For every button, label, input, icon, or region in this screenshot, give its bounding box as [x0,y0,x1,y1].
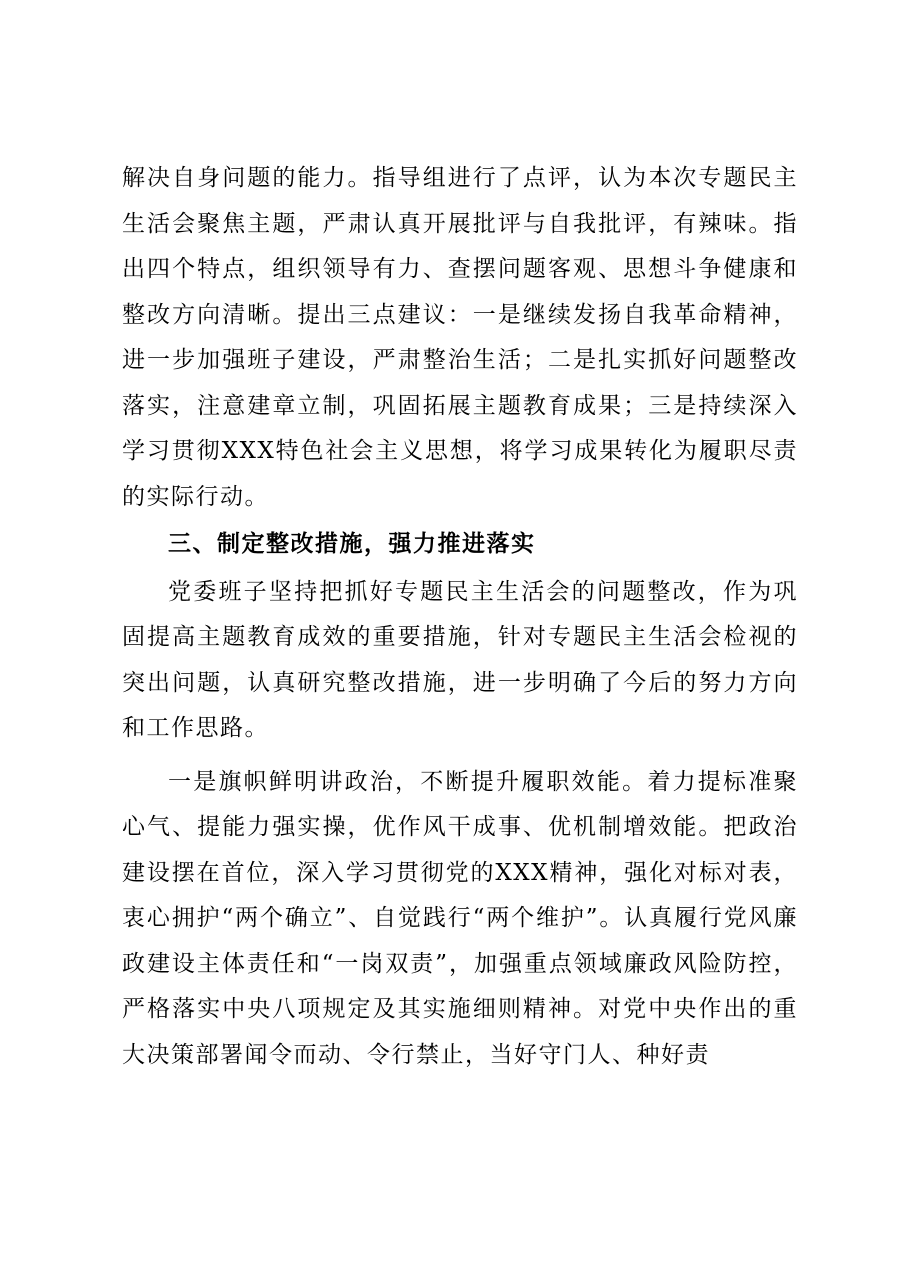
paragraph-politics: 一是旗帜鲜明讲政治，不断提升履职效能。着力提标准聚心气、提能力强实操，优作风干成事、优机制增效能。把政治建设摆在首位，深入学习贯彻党的XXX精神，强化对标对表，衷心拥护“两个确立”、自觉践行“两个维护”。认真履行党风廉政建设主体责任和“一岗双责”，加强重点领域廉政风险防控，严格落实中央八项规定及其实施细则精神。对党中央作出的重大决策部署闻令而动、令行禁止，当好守门人、种好责 [122,768,798,1068]
paragraph-continued: 解决自身问题的能力。指导组进行了点评，认为本次专题民主生活会聚焦主题，严肃认真开展批评与自我批评，有辣味。指出四个特点，组织领导有力、查摆问题客观、思想斗争健康和整改方向清晰。提出三点建议：一是继续发扬自我革命精神，进一步加强班子建设，严肃整治生活；二是扎实抓好问题整改落实，注意建章立制，巩固拓展主题教育成果；三是持续深入学习贯彻XXX特色社会主义思想，将学习成果转化为履职尽责的实际行动。 [122,165,798,510]
document-body [122,156,798,1078]
section-heading-3: 三、制定整改措施，强力推进落实 [168,531,536,557]
paragraph-rectification-intro: 党委班子坚持把抓好专题民主生活会的问题整改，作为巩固提高主题教育成效的重要措施，针对专题民主生活会检视的突出问题，认真研究整改措施，进一步明确了今后的努力方向和工作思路。 [122,578,798,741]
spacer [122,752,798,760]
